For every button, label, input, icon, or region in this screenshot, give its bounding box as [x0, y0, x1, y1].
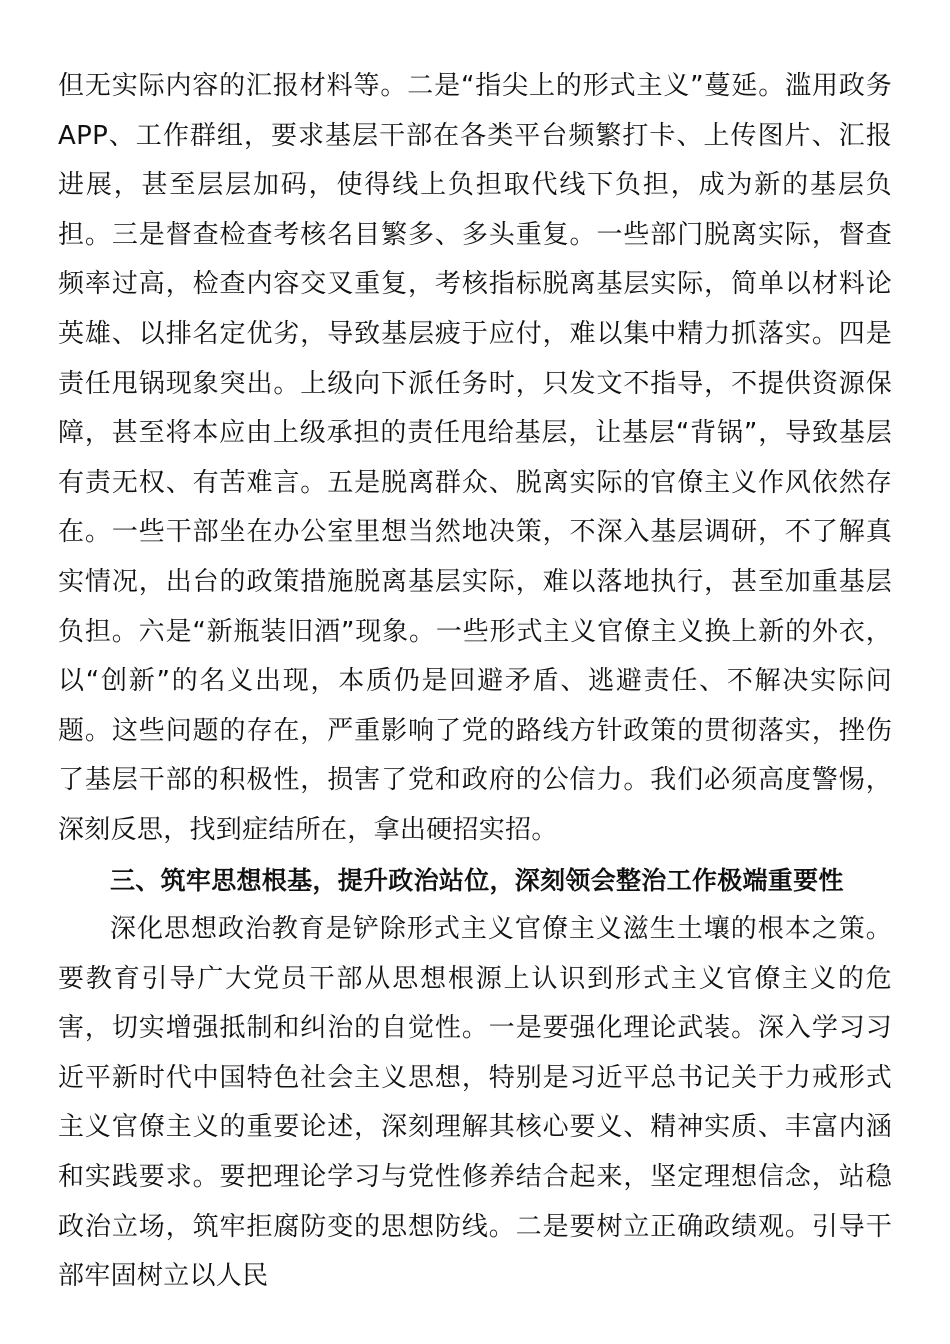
- section-heading: 三、筑牢思想根基，提升政治站位，深刻领会整治工作极端重要性: [110, 865, 844, 895]
- body-paragraph: 深化思想政治教育是铲除形式主义官僚主义滋生土壤的根本之策。要教育引导广大党员干部从思想根源上认识到形式主义官僚主义的危害，切实增强抵制和纠治的自觉性。一是要强化理论武装。深入学习习近平新时代中国特色社会主义思想，特别是习近平总书记关于力戒形式主义官僚主义的重要论述，深刻理解其核心要义、精神实质、丰富内涵和实践要求。要把理论学习与党性修养结合起来，坚定理想信念，站稳政治立场，筑牢拒腐防变的思想防线。二是要树立正确政绩观。引导干部牢固树立以人民: [58, 914, 892, 1292]
- body-paragraph-continued: 但无实际内容的汇报材料等。二是“指尖上的形式主义”蔓延。滥用政务APP、工作群组，要求基层干部在各类平台频繁打卡、上传图片、汇报进展，甚至层层加码，使得线上负担取代线下负担，成为新的基层负担。三是督查检查考核名目繁多、多头重复。一些部门脱离实际，督查频率过高，检查内容交叉重复，考核指标脱离基层实际，简单以材料论英雄、以排名定优劣，导致基层疲于应付，难以集中精力抓落实。四是责任甩锅现象突出。上级向下派任务时，只发文不指导，不提供资源保障，甚至将本应由上级承担的责任甩给基层，让基层“背锅”，导致基层有责无权、有苦难言。五是脱离群众、脱离实际的官僚主义作风依然存在。一些干部坐在办公室里想当然地决策，不深入基层调研，不了解真实情况，出台的政策措施脱离基层实际，难以落地执行，甚至加重基层负担。六是“新瓶装旧酒”现象。一些形式主义官僚主义换上新的外衣，以“创新”的名义出现，本质仍是回避矛盾、逃避责任、不解决实际问题。这些问题的存在，严重影响了党的路线方针政策的贯彻落实，挫伤了基层干部的积极性，损害了党和政府的公信力。我们必须高度警惕，深刻反思，找到症结所在，拿出硬招实招。: [58, 71, 892, 845]
- document-page: [58, 62, 892, 1302]
